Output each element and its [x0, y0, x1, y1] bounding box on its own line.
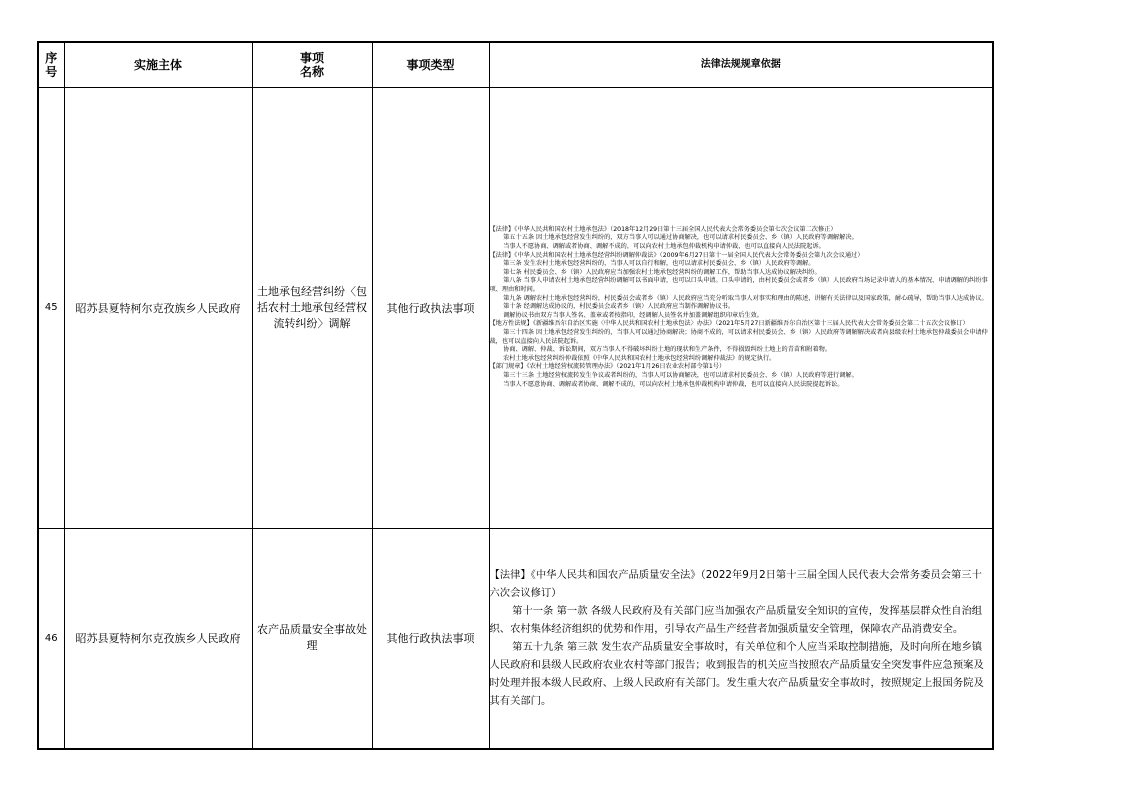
row-basis: [489, 528, 993, 749]
header-basis: 法律法规规章依据: [489, 42, 993, 87]
row-basis: [489, 87, 993, 528]
header-type: 事项类型: [372, 42, 489, 87]
basis-paragraph: 调解协议书由双方当事人签名、盖章或者按指印，经调解人员签名并加盖调解组织印章后生效。: [503, 311, 763, 319]
basis-paragraph: 第五十九条 第三款 发生农产品质量安全事故时，有关单位和个人应当采取控制措施，及时向所在地乡镇人民政府和县级人民政府农业农村等部门报告；收到报告的机关应当按照农产品质量安全突发事件应急预案及时处理并报本级人民政府、上级人民政府有关部门。发生重大农产品质量安全事故时，按照规定上报国务院及其有关部门。: [489, 641, 984, 708]
row-subject: 昭苏县夏特柯尔克孜族乡人民政府: [64, 528, 252, 749]
basis-paragraph: 第八条 当事人申请农村土地承包经营纠纷调解可以书面申请，也可以口头申请。口头申请的，由村民委员会或者乡（镇）人民政府当场记录申请人的基本情况、申请调解的纠纷事项、理由和时间。: [489, 277, 988, 294]
basis-paragraph: 第十条 经调解达成协议的，村民委员会或者乡（镇）人民政府应当制作调解协议书。: [503, 303, 735, 311]
basis-paragraph: 第七条 村民委员会、乡（镇）人民政府应当加强农村土地承包经营纠纷的调解工作，帮助当事人达成协议解决纠纷。: [503, 268, 821, 276]
header-name: 事项 名称: [252, 42, 372, 87]
header-seq: 序 号: [38, 42, 64, 87]
row-subject: 昭苏县夏特柯尔克孜族乡人民政府: [64, 87, 252, 528]
basis-paragraph: 【法律】《中华人民共和国农村土地承包经营纠纷调解仲裁法》（2009年6月27日第十一届全国人民代表大会常务委员会第九次会议通过）: [489, 251, 864, 259]
basis-paragraph: 协商、调解、仲裁、诉讼期间，双方当事人不得破坏纠纷土地的现状和生产条件，不得损毁纠纷土地上的青苗和附着物。: [503, 346, 832, 354]
row-type: 其他行政执法事项: [372, 87, 489, 528]
basis-paragraph: 第三十四条 因土地承包经营发生纠纷的，当事人可以通过协商解决；协商不成的，可以请求村民委员会、乡（镇）人民政府等调解解决或者向县级农村土地承包仲裁委员会申请仲裁，也可以直接向人民法院起诉。: [489, 328, 988, 345]
basis-paragraph: 【法律】《中华人民共和国农村土地承包法》（2018年12月29日第十三届全国人民代表大会常务委员会第七次会议第二次修正）: [489, 225, 837, 233]
enforcement-items-table: [37, 41, 994, 750]
basis-paragraph: 当事人不愿意协商、调解或者协商、调解不成的，可以向农村土地承包仲裁机构申请仲裁，也可以直接向人民法院提起诉讼。: [503, 380, 844, 388]
basis-paragraph: 第九条 调解农村土地承包经营纠纷，村民委员会或者乡（镇）人民政府应当充分听取当事人对事实和理由的陈述，讲解有关法律以及国家政策，耐心疏导，帮助当事人达成协议。: [503, 294, 988, 302]
header-row: [38, 42, 993, 87]
basis-paragraph: 第十一条 第一款 各级人民政府及有关部门应当加强农产品质量安全知识的宣传，发挥基层群众性自治组织、农村集体经济组织的优势和作用，引导农产品生产经营者加强质量安全管理，保障农产品消费安全。: [489, 605, 983, 636]
table-row: [38, 528, 993, 749]
header-subject: 实施主体: [64, 42, 252, 87]
row-seq: 45: [38, 87, 64, 528]
basis-paragraph: 农村土地承包经营纠纷仲裁依照《中华人民共和国农村土地承包经营纠纷调解仲裁法》的规定执行。: [503, 354, 776, 362]
basis-paragraph: 第三条 发生农村土地承包经营纠纷的，当事人可以自行和解，也可以请求村民委员会、乡（镇）人民政府等调解。: [503, 260, 815, 268]
row-seq: 46: [38, 528, 64, 749]
row-type: 其他行政执法事项: [372, 528, 489, 749]
basis-paragraph: 【法律】《中华人民共和国农产品质量安全法》（2022年9月2日第十三届全国人民代表大会常务委员会第三十六次会议修订）: [489, 569, 982, 600]
basis-paragraph: 第五十五条 因土地承包经营发生纠纷的，双方当事人可以通过协商解决，也可以请求村民委员会、乡（镇）人民政府等调解解决。: [503, 234, 858, 242]
row-name: 农产品质量安全事故处理: [252, 528, 372, 749]
row-name: 土地承包经营纠纷〈包括农村土地承包经营权流转纠纷〉调解: [252, 87, 372, 528]
basis-paragraph: 当事人不愿协商、调解或者协商、调解不成的，可以向农村土地承包仲裁机构申请仲裁，也可以直接向人民法院起诉。: [503, 243, 825, 251]
basis-paragraph: 【部门规章】《农村土地经营权流转管理办法》（2021年1月26日农业农村部令第1号）: [489, 363, 726, 371]
table-row: [38, 87, 993, 528]
basis-paragraph: 【地方性法规】《新疆维吾尔自治区实施〈中华人民共和国农村土地承包法〉办法》（2021年5月27日新疆维吾尔自治区第十三届人民代表大会常务委员会第二十五次会议修订）: [489, 320, 969, 328]
basis-paragraph: 第三十三条 土地经营权流转发生争议或者纠纷的，当事人可以协商解决，也可以请求村民委员会、乡（镇）人民政府等进行调解。: [503, 371, 858, 379]
